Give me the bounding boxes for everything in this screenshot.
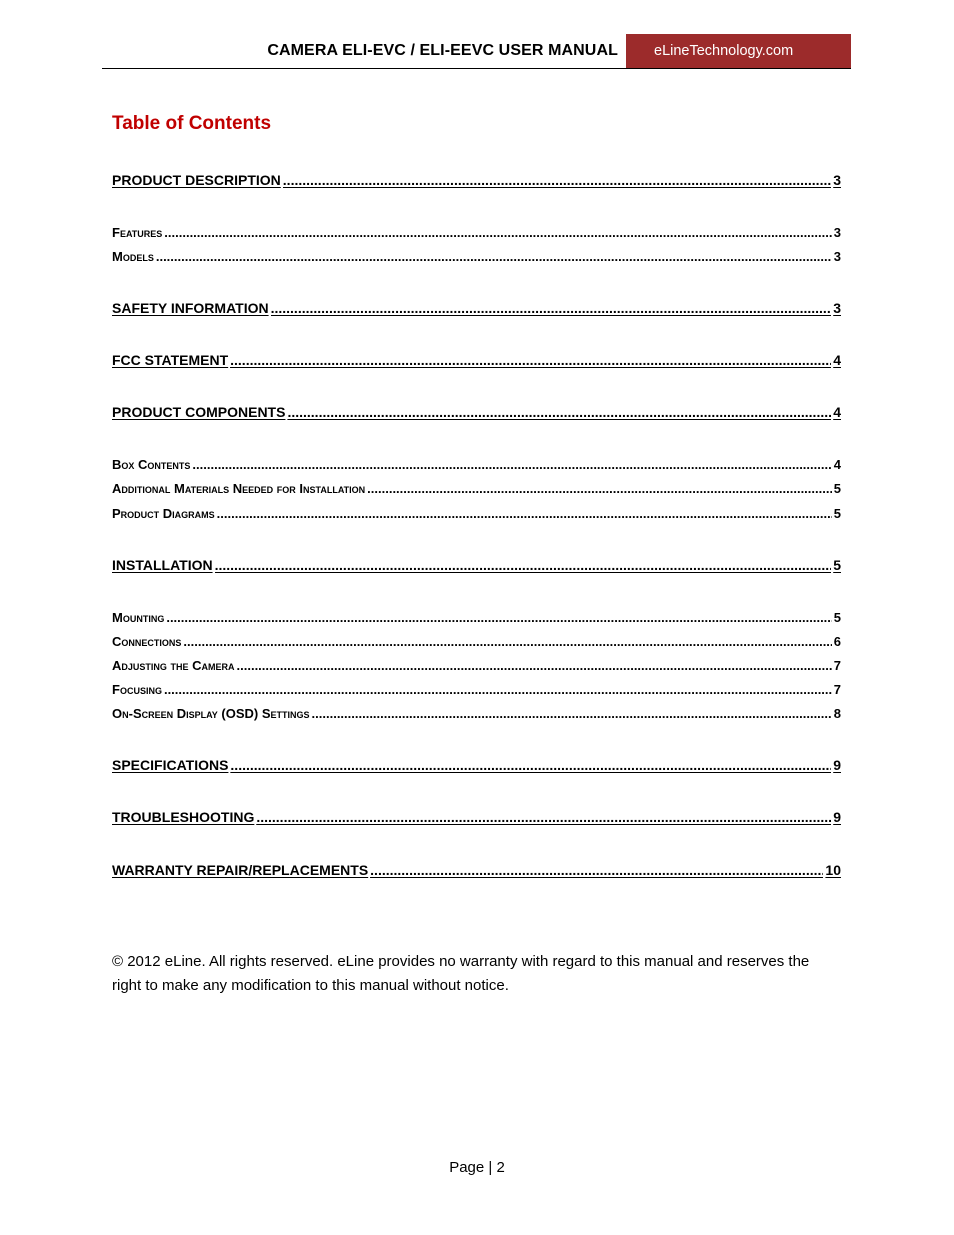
- toc-entry-mounting[interactable]: [112, 610, 841, 625]
- manual-title: CAMERA ELI-EVC / ELI-EEVC USER MANUAL: [267, 42, 618, 59]
- toc-entry-osd-settings[interactable]: [112, 706, 841, 721]
- toc-entry-fcc-statement[interactable]: [112, 352, 841, 368]
- toc-entry-page: 4: [833, 404, 841, 420]
- page-number: Page | 2: [449, 1159, 505, 1176]
- toc-entry-box-contents[interactable]: [112, 457, 841, 472]
- toc-entry-page: 6: [833, 634, 841, 649]
- dot-leader: [156, 249, 832, 264]
- page-header: [102, 34, 851, 69]
- toc-entry-label: Models: [112, 249, 154, 264]
- toc-entry-connections[interactable]: [112, 634, 841, 649]
- toc-entry-label: PRODUCT DESCRIPTION: [112, 172, 281, 188]
- toc-entry-page: 10: [825, 862, 841, 878]
- dot-leader: [166, 610, 831, 625]
- toc-entry-label: Additional Materials Needed for Installation: [112, 481, 366, 496]
- dot-leader: [183, 634, 831, 649]
- toc-entry-installation[interactable]: [112, 557, 841, 573]
- toc-entry-label: INSTALLATION: [112, 557, 213, 573]
- toc-entry-product-components[interactable]: [112, 404, 841, 420]
- toc-entry-label: Mounting: [112, 610, 165, 625]
- toc-entry-label: Adjusting the Camera: [112, 658, 235, 673]
- dot-leader: [192, 457, 831, 472]
- dot-leader: [367, 481, 832, 496]
- toc-entry-troubleshooting[interactable]: [112, 809, 841, 825]
- toc-entry-product-diagrams[interactable]: [112, 506, 841, 521]
- dot-leader: [164, 682, 832, 697]
- header-divider: [102, 68, 851, 69]
- dot-leader: [287, 404, 831, 420]
- toc-entry-page: 9: [833, 809, 841, 825]
- toc-entry-page: 3: [833, 249, 841, 264]
- toc-entry-page: 4: [833, 457, 841, 472]
- toc-entry-label: Features: [112, 225, 163, 240]
- toc-entry-adjusting-the-camera[interactable]: [112, 658, 841, 673]
- toc-entry-label: SPECIFICATIONS: [112, 757, 229, 773]
- toc-entry-page: 3: [833, 172, 841, 188]
- dot-leader: [312, 706, 832, 721]
- toc-entry-label: WARRANTY REPAIR/REPLACEMENTS: [112, 862, 369, 878]
- toc-entry-specifications[interactable]: [112, 757, 841, 773]
- toc-entry-warranty[interactable]: [112, 862, 841, 878]
- dot-leader: [217, 506, 832, 521]
- toc-entry-page: 5: [833, 557, 841, 573]
- dot-leader: [230, 352, 831, 368]
- toc-entry-models[interactable]: [112, 249, 841, 264]
- toc-entry-page: 8: [833, 706, 841, 721]
- toc-entry-page: 3: [833, 300, 841, 316]
- toc-entry-label: TROUBLESHOOTING: [112, 809, 255, 825]
- toc-entry-page: 5: [833, 506, 841, 521]
- dot-leader: [215, 557, 832, 573]
- toc-entry-label: Connections: [112, 634, 182, 649]
- toc-entry-page: 9: [833, 757, 841, 773]
- toc-entry-label: Focusing: [112, 682, 162, 697]
- copyright-notice: © 2012 eLine. All rights reserved. eLine provides no warranty with regard to this manual and reserves the right to make any modification to this manual without notice.: [112, 953, 810, 994]
- toc-entry-safety-information[interactable]: [112, 300, 841, 316]
- dot-leader: [237, 658, 832, 673]
- toc-entry-label: Box Contents: [112, 457, 191, 472]
- toc-entry-product-description[interactable]: [112, 172, 841, 188]
- dot-leader: [271, 300, 832, 316]
- toc-entry-label: SAFETY INFORMATION: [112, 300, 269, 316]
- dot-leader: [230, 757, 831, 773]
- toc-entry-page: 3: [833, 225, 841, 240]
- toc-entry-focusing[interactable]: [112, 682, 841, 697]
- toc-entry-label: FCC STATEMENT: [112, 352, 229, 368]
- dot-leader: [256, 809, 831, 825]
- toc-entry-page: 5: [833, 481, 841, 496]
- toc-entry-label: Product Diagrams: [112, 506, 215, 521]
- toc-entry-page: 5: [833, 610, 841, 625]
- dot-leader: [370, 862, 823, 878]
- website-badge: eLineTechnology.com: [626, 34, 851, 69]
- toc-entry-page: 7: [833, 682, 841, 697]
- toc-entry-features[interactable]: [112, 225, 841, 240]
- toc-entry-label: On-Screen Display (OSD) Settings: [112, 706, 310, 721]
- toc-heading: Table of Contents: [112, 113, 272, 134]
- toc-entry-page: 7: [833, 658, 841, 673]
- dot-leader: [164, 225, 831, 240]
- toc-entry-page: 4: [833, 352, 841, 368]
- toc-entry-label: PRODUCT COMPONENTS: [112, 404, 286, 420]
- dot-leader: [283, 172, 831, 188]
- toc-entry-additional-materials[interactable]: [112, 481, 841, 496]
